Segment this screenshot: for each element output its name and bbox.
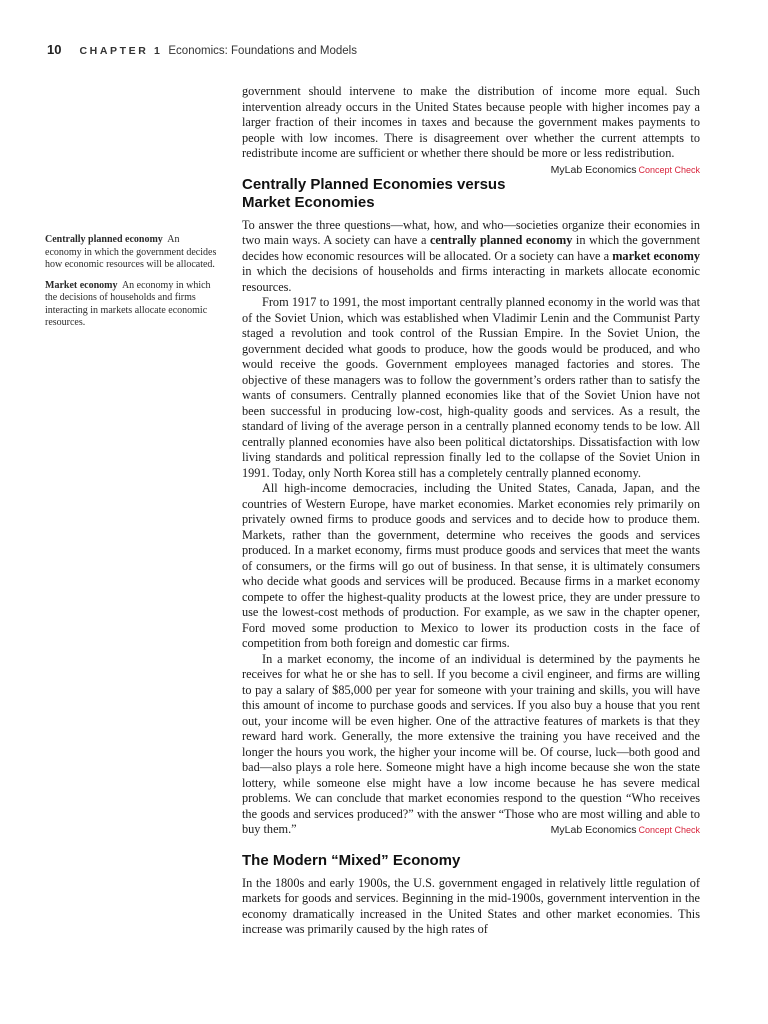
concept-check-label: Concept Check	[638, 164, 700, 175]
mylab-concept-check-link[interactable]	[531, 823, 700, 839]
mylab-concept-check-link[interactable]	[551, 163, 700, 179]
page-number: 10	[47, 42, 62, 57]
section1-paragraph-1	[242, 218, 700, 296]
section2-paragraph-1: In the 1800s and early 1900s, the U.S. government engaged in relatively little regulation of markets for goods and services. Beginning in the mid-1900s, government intervention in the economy dramatically increased in the United States and other market economies. This increase was primarily caused by the high rates of	[242, 875, 700, 936]
chapter-title: Economics: Foundations and Models	[168, 45, 357, 57]
key-term-market-economy: market economy	[612, 248, 701, 263]
margin-note	[45, 234, 217, 272]
margin-definition: An economy in which the government decides how economic resources will be allocated.	[45, 234, 217, 270]
margin-term: Centrally planned economy	[45, 234, 163, 245]
main-text-column	[242, 84, 700, 938]
section1-paragraph-4	[242, 652, 700, 838]
intro-paragraph	[242, 84, 700, 176]
key-term-centrally-planned: centrally planned economy	[429, 233, 573, 247]
intro-text: government should intervene to make the distribution of income more equal. Such intervention already occurs in the United States because people with higher incomes pay a larger fraction of their incomes in taxes and because the government makes payments to people with low incomes. There is disagreement over whether the current attempts to redistribute income are sufficient or whether there should be more or less redistribution.	[242, 84, 700, 160]
concept-check-label: Concept Check	[638, 825, 700, 835]
running-head	[47, 42, 357, 60]
paragraph-text: To answer the three questions—what, how, and who—societies organize their economies in two main ways. A society can have a	[242, 217, 700, 247]
margin-glossary	[45, 234, 217, 338]
section1-paragraph-2: From 1917 to 1991, the most important centrally planned economy in the world was that of the Soviet Union, which was established when Vladimir Lenin and the Communist Party staged a revolution and took control of the Russian Empire. In the Soviet Union, the government decided what goods to produce, how the goods would be produced, and who would receive the goods. Government employees managed factories and stores. The objective of these managers was to follow the government’s orders rather than to satisfy the wants of consumers. Centrally planned economies like that of the Soviet Union have not been successful in producing low-cost, high-quality goods and services. As a result, the standard of living of the average person in a centrally planned economy tends to be low. All centrally planned economies have also been political dictatorships. Dissatisfaction with low living standards and political repression finally led to the collapse of the Soviet Union in 1991. Today, only North Korea still has a completely centrally planned economy.	[242, 295, 700, 480]
paragraph-text: in which the decisions of households and firms interacting in markets allocate economic resources.	[242, 264, 700, 294]
margin-term: Market economy	[45, 279, 118, 291]
paragraph-text: In a market economy, the income of an individual is determined by the payments he receives for what he or she has to sell. If you become a civil engineer, and firms are willing to pay a salary of $85,000 per year for someone with your training and skills, you will have this amount of income to purchase goods and services. If you also buy a house that you rent out, your income will be even higher. One of the attractive features of markets is that they reward hard work. Generally, the more extensive the training you have received and the longer the hours you work, the higher your income will be. Of course, luck—both good and bad—also plays a role here. Someone might have a high income because she won the state lottery, while someone else might have a low income because he has severe medical problems. We can conclude that market economies respond to the question “Who receives the goods and services produced?” with the answer “Those who are most willing and able to buy them.”	[242, 651, 700, 836]
margin-note	[45, 280, 217, 330]
section-heading-mixed-economy: The Modern “Mixed” Economy	[242, 851, 461, 869]
paragraph-text: in which the government decides how economic resources will be allocated. Or a society can have a	[242, 233, 700, 263]
margin-definition: An economy in which the decisions of households and firms interacting in markets allocate economic resources.	[45, 279, 211, 328]
chapter-label: CHAPTER 1	[79, 45, 163, 57]
section-heading-planned-vs-market: Centrally Planned Economies versus Market Economies	[242, 175, 506, 211]
mylab-label: MyLab Economics	[550, 824, 637, 836]
section1-paragraph-3: All high-income democracies, including the United States, Canada, Japan, and the countries of Western Europe, have market economies. Market economies rely primarily on privately owned firms to produce goods and services and to decide how to produce them. Markets, rather than the government, determine who receives the goods and services produced. In a market economy, firms must produce goods and services that meet the wants of consumers, or the firms will go out of business. In that sense, it is ultimately consumers who decide what goods and services will be produced. Because firms in a market economy compete to offer the highest-quality products at the lowest price, they are under pressure to use the lowest-cost methods of production. For example, as we saw in the chapter opener, Ford moved some production to Mexico to lower its production costs in the face of competition from both foreign and domestic car firms.	[242, 481, 700, 650]
mylab-label: MyLab Economics	[550, 163, 637, 176]
